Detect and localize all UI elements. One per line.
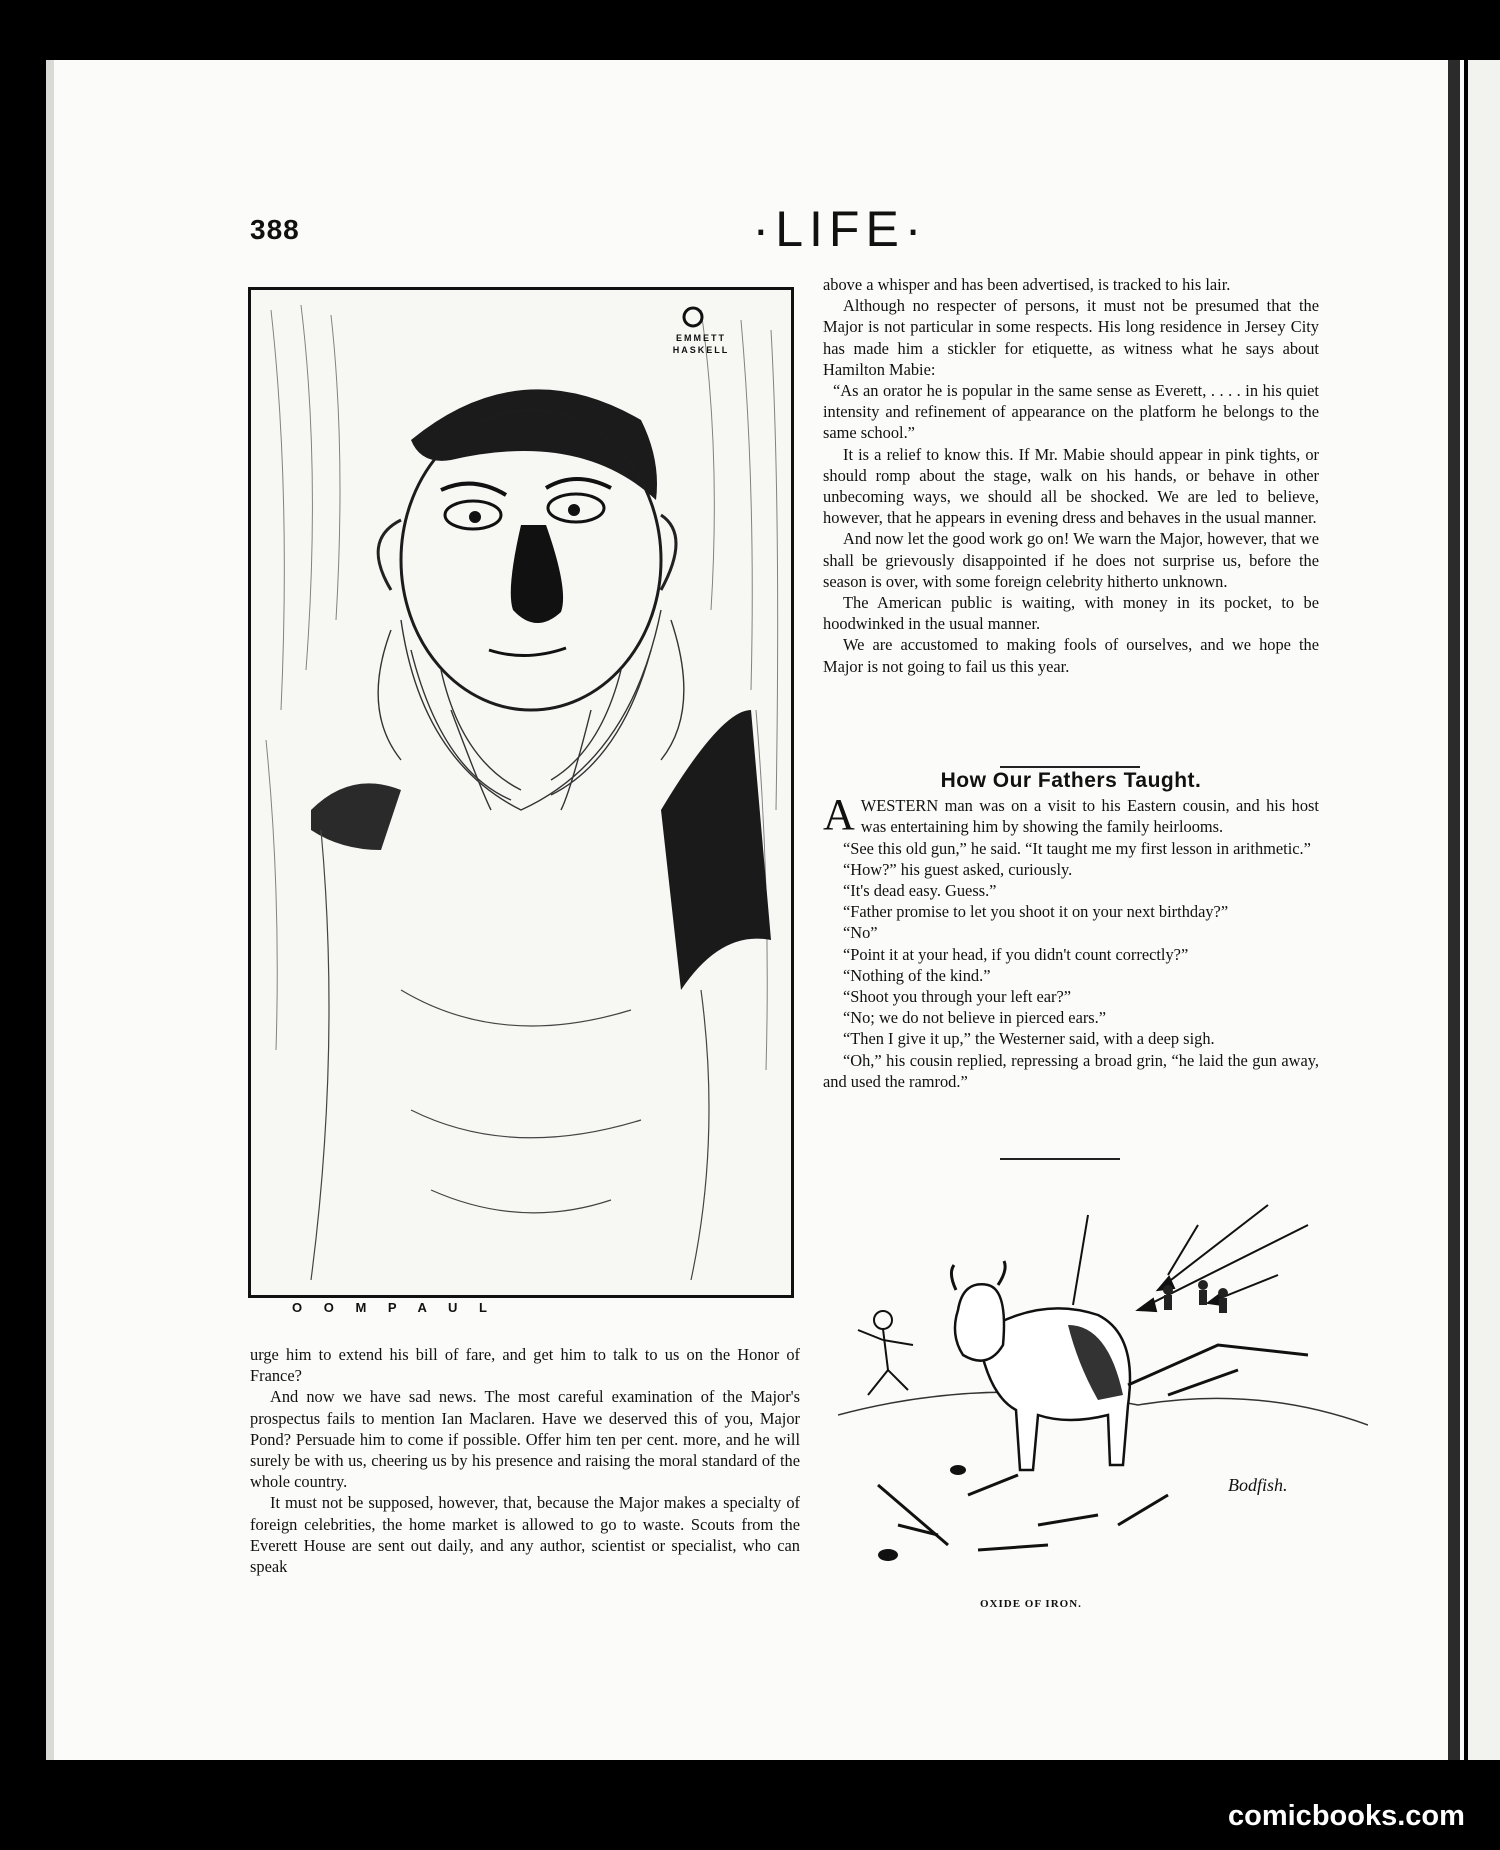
section-rule-top [1000,766,1140,768]
portrait-signature: EMMETT HASKELL [672,333,730,355]
portrait-drawing [251,290,791,1295]
story-line-2: “How?” his guest asked, curiously. [843,859,1073,879]
section-rule-bottom [1000,1158,1120,1160]
cartoon-caption: OXIDE OF IRON. [980,1598,1082,1610]
watermark: comicbooks.com [1228,1800,1465,1832]
right-paragraph-1: above a whisper and has been advertised, is tracked to his lair. [823,275,1231,294]
right-quote: “As an orator he is popular in the same sense as Everett, . . . . in his quiet intensity and refinement of appearance on the platform he belongs to the same school.” [823,381,1319,443]
right-paragraph-7: We are accustomed to making fools of ourselves, and we hope the Major is not going to fail us this year. [823,635,1319,676]
story-line-11: “Oh,” his cousin replied, repressing a broad grin, “he laid the gun away, and used the ramrod.” [823,1050,1319,1091]
right-paragraph-6: The American public is waiting, with money in its pocket, to be hoodwinked in the usual manner. [823,593,1319,634]
portrait-caption: O O M P A U L [292,1300,496,1315]
masthead-title: ·LIFE· [752,201,928,257]
left-paragraph-3: It must not be supposed, however, that, because the Major makes a specialty of foreign celebrities, the home market is allowed to go to waste. Scouts from the Everett House are sent out daily, and any author, scientist or specialist, who can speak [250,1493,800,1577]
right-paragraph-5: And now let the good work go on! We warn the Major, however, that we shall be grievously disappointed if he does not surprise us, before the season is over, with some foreign celebrity hitherto unknown. [823,529,1319,591]
story-opening-text: WESTERN man was on a visit to his Eastern cousin, and his host was entertaining him by showing the family heirlooms. [860,796,1319,837]
cartoon-illustration [838,1195,1368,1580]
page-number: 388 [250,214,300,245]
story-dropcap: A [823,790,855,840]
story-opening [823,790,1319,840]
story-line-9: “No; we do not believe in pierced ears.” [843,1008,1107,1028]
portrait-illustration [248,287,794,1298]
page-gutter [1448,60,1460,1760]
story-line-1: “See this old gun,” he said. “It taught me my first lesson in arithmetic.” [843,838,1311,858]
facing-page-edge [1468,60,1500,1760]
left-paragraph-2: And now we have sad news. The most careful examination of the Major's prospectus fails to mention Ian Maclaren. Have we deserved this of you, Major Pond? Persuade him to come if possible. Offer him ten per cent. more, and he will surely be with us, cheering us by his presence and raising the moral standard of the whole country. [250,1387,800,1492]
page-header [250,200,1340,260]
story-line-6: “Point it at your head, if you didn't count correctly?” [843,944,1189,964]
right-paragraph-4: It is a relief to know this. If Mr. Mabie should appear in pink tights, or should romp about the stage, walk on his hands, or behave in other unbecoming ways, we should all be shocked. We are led to believe, however, that he appears in evening dress and behaves in the usual manner. [823,444,1319,528]
story-line-3: “It's dead easy. Guess.” [843,881,997,901]
left-paragraph-1: urge him to extend his bill of fare, and get him to talk to us on the Honor of France? [250,1345,800,1386]
left-column [250,1344,800,1577]
story-line-8: “Shoot you through your left ear?” [843,987,1072,1007]
story-how-our-fathers-taught [823,770,1319,1092]
story-line-10: “Then I give it up,” the Westerner said, with a deep sigh. [843,1029,1215,1049]
story-line-5: “No” [843,923,878,943]
cartoon-drawing [838,1195,1368,1580]
cartoon-signature: Bodfish. [1228,1475,1288,1495]
right-paragraph-2: Although no respecter of persons, it must not be presumed that the Major is not particular in some respects. His long residence in Jersey City has made him a stickler for etiquette, as witness what he says about Hamilton Mabie: [823,296,1319,379]
story-line-7: “Nothing of the kind.” [843,965,991,985]
story-line-4: “Father promise to let you shoot it on your next birthday?” [843,902,1229,922]
story-title: How Our Fathers Taught. [940,769,1202,792]
right-column [823,274,1319,677]
